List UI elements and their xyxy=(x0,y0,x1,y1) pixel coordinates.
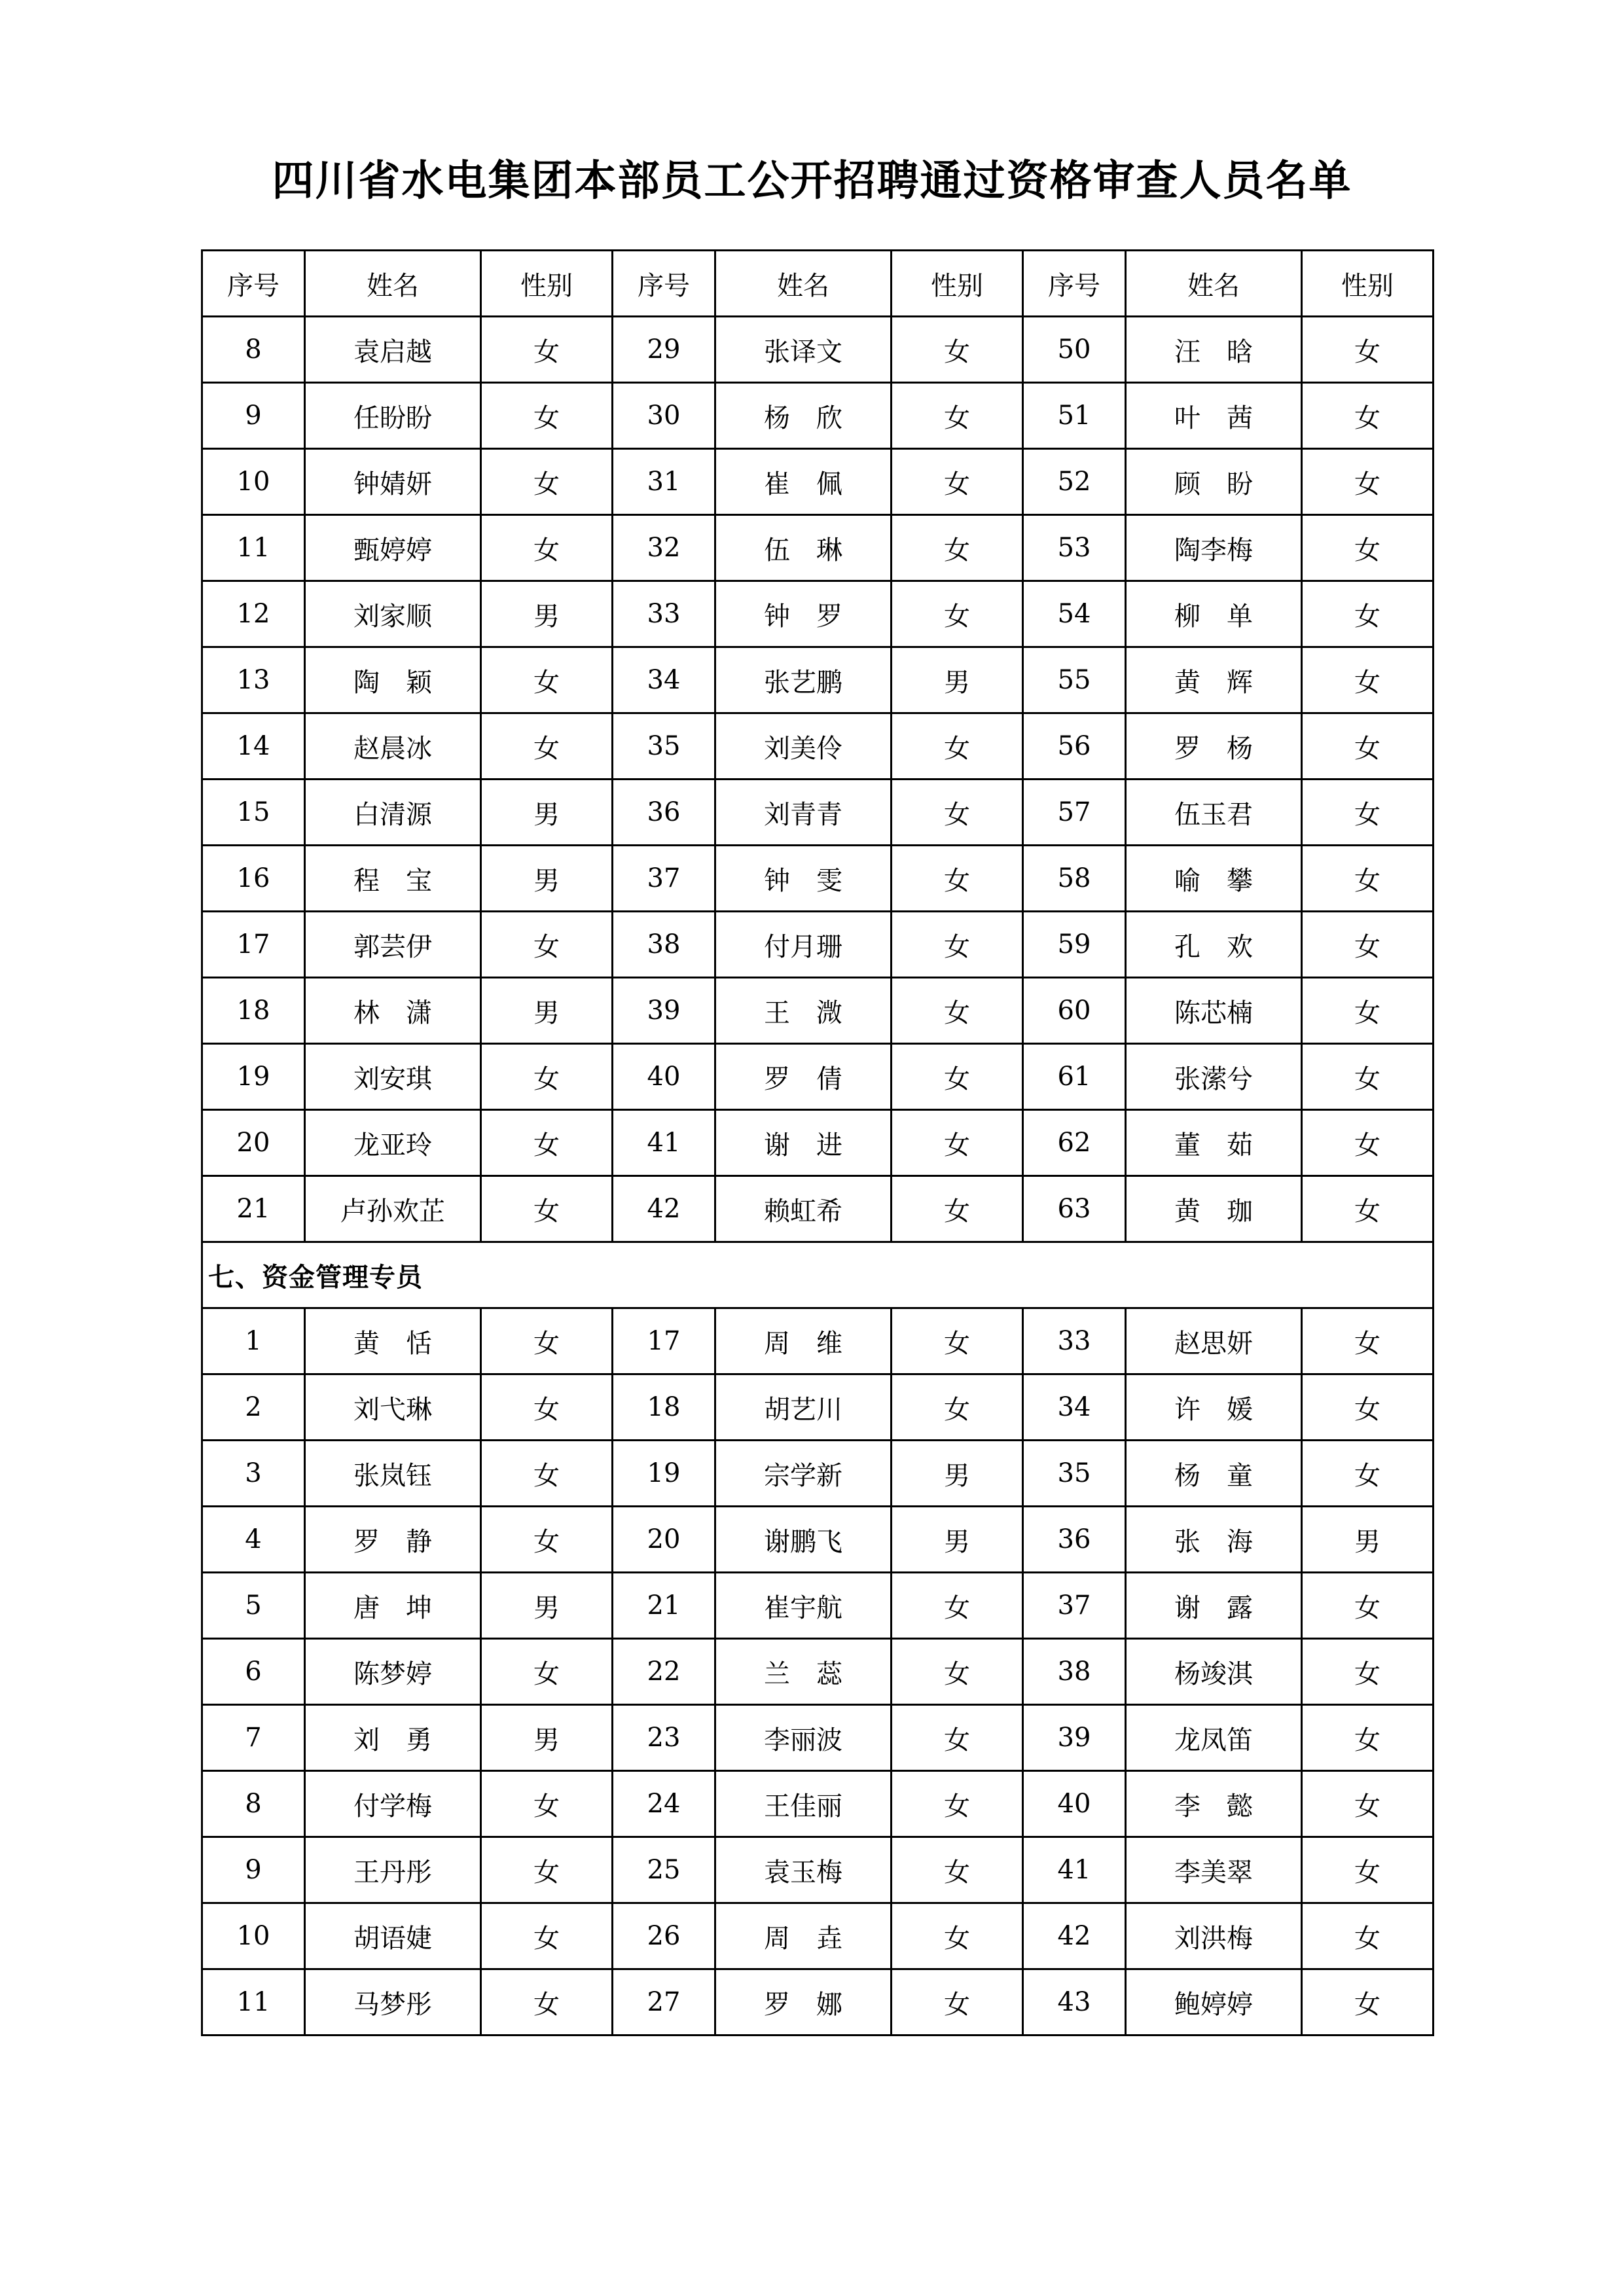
cell-name: 谢鹏飞 xyxy=(715,1507,892,1573)
cell-name: 袁启越 xyxy=(305,317,481,383)
cell-name: 陈梦婷 xyxy=(305,1639,481,1705)
cell-gender: 男 xyxy=(481,581,613,647)
cell-seq: 41 xyxy=(1023,1837,1126,1903)
table-row xyxy=(202,647,1434,713)
cell-seq: 39 xyxy=(1023,1705,1126,1771)
cell-gender: 女 xyxy=(1302,1374,1434,1441)
cell-name: 林 潇 xyxy=(305,978,481,1044)
cell-seq: 18 xyxy=(613,1374,715,1441)
cell-name: 黄 珈 xyxy=(1126,1176,1302,1242)
cell-seq: 53 xyxy=(1023,515,1126,581)
table-row xyxy=(202,846,1434,912)
cell-name: 董 茹 xyxy=(1126,1110,1302,1176)
cell-seq: 21 xyxy=(613,1573,715,1639)
cell-name: 任盼盼 xyxy=(305,383,481,449)
cell-gender: 女 xyxy=(1302,581,1434,647)
cell-gender: 女 xyxy=(1302,1573,1434,1639)
cell-name: 杨 欣 xyxy=(715,383,892,449)
cell-seq: 10 xyxy=(202,449,305,515)
cell-gender: 女 xyxy=(481,1044,613,1110)
cell-gender: 男 xyxy=(481,780,613,846)
cell-gender: 女 xyxy=(1302,1308,1434,1374)
table-row xyxy=(202,912,1434,978)
cell-name: 刘洪梅 xyxy=(1126,1903,1302,1969)
cell-gender: 女 xyxy=(481,515,613,581)
cell-name: 周 垚 xyxy=(715,1903,892,1969)
cell-seq: 37 xyxy=(1023,1573,1126,1639)
cell-name: 汪 晗 xyxy=(1126,317,1302,383)
cell-seq: 35 xyxy=(613,713,715,780)
cell-gender: 女 xyxy=(892,1573,1023,1639)
cell-gender: 女 xyxy=(1302,1176,1434,1242)
cell-seq: 9 xyxy=(202,383,305,449)
cell-seq: 43 xyxy=(1023,1969,1126,2036)
cell-gender: 女 xyxy=(892,1903,1023,1969)
cell-name: 孔 欢 xyxy=(1126,912,1302,978)
table-row xyxy=(202,1837,1434,1903)
cell-gender: 女 xyxy=(892,713,1023,780)
cell-gender: 男 xyxy=(892,1507,1023,1573)
cell-seq: 22 xyxy=(613,1639,715,1705)
cell-name: 谢 进 xyxy=(715,1110,892,1176)
cell-seq: 6 xyxy=(202,1639,305,1705)
cell-name: 罗 静 xyxy=(305,1507,481,1573)
cell-gender: 女 xyxy=(481,1639,613,1705)
cell-gender: 女 xyxy=(481,1308,613,1374)
cell-seq: 13 xyxy=(202,647,305,713)
cell-seq: 52 xyxy=(1023,449,1126,515)
table-row xyxy=(202,1507,1434,1573)
cell-gender: 女 xyxy=(1302,1837,1434,1903)
cell-name: 顾 盼 xyxy=(1126,449,1302,515)
cell-gender: 女 xyxy=(1302,515,1434,581)
cell-gender: 女 xyxy=(892,317,1023,383)
cell-seq: 2 xyxy=(202,1374,305,1441)
cell-name: 郭芸伊 xyxy=(305,912,481,978)
cell-gender: 女 xyxy=(892,912,1023,978)
cell-name: 付月珊 xyxy=(715,912,892,978)
cell-name: 张 海 xyxy=(1126,1507,1302,1573)
cell-seq: 26 xyxy=(613,1903,715,1969)
cell-name: 胡语婕 xyxy=(305,1903,481,1969)
cell-name: 钟 雯 xyxy=(715,846,892,912)
cell-gender: 女 xyxy=(892,1176,1023,1242)
cell-name: 柳 单 xyxy=(1126,581,1302,647)
cell-name: 李丽波 xyxy=(715,1705,892,1771)
cell-seq: 11 xyxy=(202,515,305,581)
cell-name: 王丹彤 xyxy=(305,1837,481,1903)
cell-name: 鲍婷婷 xyxy=(1126,1969,1302,2036)
cell-gender: 女 xyxy=(1302,1441,1434,1507)
cell-seq: 17 xyxy=(202,912,305,978)
cell-seq: 34 xyxy=(1023,1374,1126,1441)
cell-name: 白清源 xyxy=(305,780,481,846)
cell-gender: 女 xyxy=(892,1374,1023,1441)
cell-name: 钟 罗 xyxy=(715,581,892,647)
cell-seq: 56 xyxy=(1023,713,1126,780)
cell-seq: 20 xyxy=(613,1507,715,1573)
table-row xyxy=(202,581,1434,647)
cell-seq: 41 xyxy=(613,1110,715,1176)
page-title: 四川省水电集团本部员工公开招聘通过资格审查人员名单 xyxy=(272,156,1352,206)
cell-seq: 32 xyxy=(613,515,715,581)
cell-name: 李美翠 xyxy=(1126,1837,1302,1903)
cell-seq: 42 xyxy=(1023,1903,1126,1969)
table-row xyxy=(202,1639,1434,1705)
cell-seq: 54 xyxy=(1023,581,1126,647)
cell-name: 兰 蕊 xyxy=(715,1639,892,1705)
cell-name: 伍玉君 xyxy=(1126,780,1302,846)
cell-name: 马梦彤 xyxy=(305,1969,481,2036)
cell-gender: 女 xyxy=(481,1771,613,1837)
cell-seq: 38 xyxy=(613,912,715,978)
cell-gender: 女 xyxy=(1302,1044,1434,1110)
cell-name: 周 维 xyxy=(715,1308,892,1374)
cell-name: 赵晨冰 xyxy=(305,713,481,780)
cell-seq: 20 xyxy=(202,1110,305,1176)
cell-name: 张艺鹏 xyxy=(715,647,892,713)
cell-gender: 男 xyxy=(481,1573,613,1639)
cell-seq: 42 xyxy=(613,1176,715,1242)
cell-name: 袁玉梅 xyxy=(715,1837,892,1903)
cell-name: 罗 娜 xyxy=(715,1969,892,2036)
cell-gender: 女 xyxy=(1302,317,1434,383)
cell-name: 刘弋琳 xyxy=(305,1374,481,1441)
cell-name: 陶 颖 xyxy=(305,647,481,713)
cell-gender: 女 xyxy=(1302,449,1434,515)
cell-name: 刘美伶 xyxy=(715,713,892,780)
table-row xyxy=(202,978,1434,1044)
cell-gender: 女 xyxy=(1302,780,1434,846)
cell-name: 刘 勇 xyxy=(305,1705,481,1771)
table-row xyxy=(202,1771,1434,1837)
cell-gender: 男 xyxy=(892,1441,1023,1507)
table-row xyxy=(202,449,1434,515)
cell-seq: 25 xyxy=(613,1837,715,1903)
roster-table xyxy=(201,249,1434,2036)
cell-name: 喻 攀 xyxy=(1126,846,1302,912)
section-title: 七、资金管理专员 xyxy=(202,1242,1434,1308)
cell-seq: 1 xyxy=(202,1308,305,1374)
cell-seq: 3 xyxy=(202,1441,305,1507)
cell-gender: 女 xyxy=(481,1507,613,1573)
cell-gender: 女 xyxy=(1302,1771,1434,1837)
table-row xyxy=(202,1110,1434,1176)
cell-name: 张潆兮 xyxy=(1126,1044,1302,1110)
cell-name: 张译文 xyxy=(715,317,892,383)
cell-gender: 女 xyxy=(1302,846,1434,912)
cell-gender: 女 xyxy=(892,1308,1023,1374)
cell-seq: 61 xyxy=(1023,1044,1126,1110)
cell-seq: 15 xyxy=(202,780,305,846)
cell-gender: 女 xyxy=(892,383,1023,449)
table-row xyxy=(202,1374,1434,1441)
header-cell: 性别 xyxy=(481,251,613,317)
cell-seq: 18 xyxy=(202,978,305,1044)
cell-seq: 40 xyxy=(1023,1771,1126,1837)
cell-gender: 女 xyxy=(481,1837,613,1903)
cell-gender: 女 xyxy=(892,1044,1023,1110)
cell-gender: 男 xyxy=(892,647,1023,713)
cell-seq: 31 xyxy=(613,449,715,515)
cell-gender: 女 xyxy=(892,515,1023,581)
cell-gender: 女 xyxy=(481,1969,613,2036)
table-row xyxy=(202,1573,1434,1639)
cell-seq: 10 xyxy=(202,1903,305,1969)
table-row xyxy=(202,1441,1434,1507)
cell-gender: 男 xyxy=(481,1705,613,1771)
cell-seq: 23 xyxy=(613,1705,715,1771)
cell-gender: 女 xyxy=(892,1639,1023,1705)
cell-gender: 男 xyxy=(481,846,613,912)
cell-gender: 女 xyxy=(481,317,613,383)
cell-name: 谢 露 xyxy=(1126,1573,1302,1639)
cell-name: 刘安琪 xyxy=(305,1044,481,1110)
cell-name: 龙凤笛 xyxy=(1126,1705,1302,1771)
cell-name: 卢孙欢芷 xyxy=(305,1176,481,1242)
header-row xyxy=(202,251,1434,317)
cell-seq: 51 xyxy=(1023,383,1126,449)
cell-seq: 27 xyxy=(613,1969,715,2036)
cell-gender: 女 xyxy=(892,846,1023,912)
cell-name: 刘家顺 xyxy=(305,581,481,647)
header-cell: 姓名 xyxy=(715,251,892,317)
cell-seq: 16 xyxy=(202,846,305,912)
header-cell: 姓名 xyxy=(305,251,481,317)
table-row xyxy=(202,1969,1434,2036)
cell-seq: 34 xyxy=(613,647,715,713)
cell-gender: 女 xyxy=(1302,1903,1434,1969)
cell-seq: 58 xyxy=(1023,846,1126,912)
header-cell: 序号 xyxy=(202,251,305,317)
cell-name: 赖虹希 xyxy=(715,1176,892,1242)
cell-name: 黄 恬 xyxy=(305,1308,481,1374)
cell-name: 许 媛 xyxy=(1126,1374,1302,1441)
cell-gender: 女 xyxy=(892,449,1023,515)
cell-seq: 39 xyxy=(613,978,715,1044)
cell-seq: 19 xyxy=(202,1044,305,1110)
cell-name: 罗 倩 xyxy=(715,1044,892,1110)
roster-body xyxy=(202,251,1434,2036)
cell-gender: 女 xyxy=(892,1705,1023,1771)
cell-seq: 17 xyxy=(613,1308,715,1374)
cell-gender: 女 xyxy=(892,1837,1023,1903)
table-row xyxy=(202,515,1434,581)
cell-seq: 7 xyxy=(202,1705,305,1771)
header-cell: 姓名 xyxy=(1126,251,1302,317)
cell-seq: 55 xyxy=(1023,647,1126,713)
cell-name: 崔 佩 xyxy=(715,449,892,515)
cell-seq: 8 xyxy=(202,317,305,383)
cell-name: 崔宇航 xyxy=(715,1573,892,1639)
cell-gender: 女 xyxy=(481,1441,613,1507)
cell-seq: 50 xyxy=(1023,317,1126,383)
table-row xyxy=(202,1308,1434,1374)
cell-gender: 女 xyxy=(1302,1969,1434,2036)
cell-name: 宗学新 xyxy=(715,1441,892,1507)
cell-gender: 女 xyxy=(481,1903,613,1969)
cell-name: 黄 辉 xyxy=(1126,647,1302,713)
cell-seq: 59 xyxy=(1023,912,1126,978)
table-row xyxy=(202,1176,1434,1242)
cell-gender: 男 xyxy=(1302,1507,1434,1573)
cell-name: 胡艺川 xyxy=(715,1374,892,1441)
table-row xyxy=(202,1705,1434,1771)
cell-name: 杨 童 xyxy=(1126,1441,1302,1507)
cell-seq: 24 xyxy=(613,1771,715,1837)
header-cell: 性别 xyxy=(1302,251,1434,317)
cell-name: 陶李梅 xyxy=(1126,515,1302,581)
cell-seq: 9 xyxy=(202,1837,305,1903)
cell-name: 王佳丽 xyxy=(715,1771,892,1837)
cell-gender: 女 xyxy=(892,780,1023,846)
cell-seq: 21 xyxy=(202,1176,305,1242)
cell-seq: 8 xyxy=(202,1771,305,1837)
cell-gender: 女 xyxy=(892,1771,1023,1837)
cell-name: 叶 茜 xyxy=(1126,383,1302,449)
cell-gender: 女 xyxy=(1302,978,1434,1044)
cell-gender: 女 xyxy=(481,647,613,713)
cell-gender: 女 xyxy=(481,449,613,515)
table-row xyxy=(202,317,1434,383)
cell-seq: 37 xyxy=(613,846,715,912)
cell-gender: 女 xyxy=(892,1969,1023,2036)
cell-seq: 30 xyxy=(613,383,715,449)
cell-seq: 63 xyxy=(1023,1176,1126,1242)
cell-seq: 35 xyxy=(1023,1441,1126,1507)
cell-name: 罗 杨 xyxy=(1126,713,1302,780)
cell-gender: 男 xyxy=(481,978,613,1044)
cell-gender: 女 xyxy=(481,1374,613,1441)
cell-seq: 33 xyxy=(1023,1308,1126,1374)
cell-seq: 60 xyxy=(1023,978,1126,1044)
cell-gender: 女 xyxy=(892,1110,1023,1176)
cell-seq: 33 xyxy=(613,581,715,647)
cell-gender: 女 xyxy=(1302,713,1434,780)
cell-name: 赵思妍 xyxy=(1126,1308,1302,1374)
header-cell: 序号 xyxy=(1023,251,1126,317)
cell-name: 程 宝 xyxy=(305,846,481,912)
cell-seq: 57 xyxy=(1023,780,1126,846)
table-row xyxy=(202,713,1434,780)
cell-seq: 36 xyxy=(613,780,715,846)
cell-name: 刘青青 xyxy=(715,780,892,846)
cell-gender: 女 xyxy=(481,1176,613,1242)
cell-seq: 11 xyxy=(202,1969,305,2036)
table-row xyxy=(202,1903,1434,1969)
cell-gender: 女 xyxy=(1302,1110,1434,1176)
cell-name: 张岚钰 xyxy=(305,1441,481,1507)
cell-seq: 5 xyxy=(202,1573,305,1639)
table-row xyxy=(202,1044,1434,1110)
cell-gender: 女 xyxy=(481,713,613,780)
cell-seq: 14 xyxy=(202,713,305,780)
cell-name: 伍 琳 xyxy=(715,515,892,581)
cell-gender: 女 xyxy=(892,978,1023,1044)
cell-seq: 4 xyxy=(202,1507,305,1573)
cell-name: 钟婧妍 xyxy=(305,449,481,515)
cell-gender: 女 xyxy=(481,912,613,978)
cell-name: 唐 坤 xyxy=(305,1573,481,1639)
cell-gender: 女 xyxy=(1302,383,1434,449)
cell-seq: 29 xyxy=(613,317,715,383)
cell-gender: 女 xyxy=(481,383,613,449)
cell-gender: 女 xyxy=(892,581,1023,647)
cell-name: 甄婷婷 xyxy=(305,515,481,581)
header-cell: 性别 xyxy=(892,251,1023,317)
header-cell: 序号 xyxy=(613,251,715,317)
cell-name: 王 溦 xyxy=(715,978,892,1044)
cell-seq: 40 xyxy=(613,1044,715,1110)
cell-seq: 19 xyxy=(613,1441,715,1507)
cell-name: 李 懿 xyxy=(1126,1771,1302,1837)
table-row xyxy=(202,383,1434,449)
cell-gender: 女 xyxy=(481,1110,613,1176)
cell-gender: 女 xyxy=(1302,1639,1434,1705)
cell-name: 付学梅 xyxy=(305,1771,481,1837)
cell-gender: 女 xyxy=(1302,1705,1434,1771)
cell-seq: 38 xyxy=(1023,1639,1126,1705)
cell-seq: 12 xyxy=(202,581,305,647)
table-row xyxy=(202,780,1434,846)
cell-seq: 36 xyxy=(1023,1507,1126,1573)
cell-gender: 女 xyxy=(1302,647,1434,713)
cell-name: 龙亚玲 xyxy=(305,1110,481,1176)
cell-name: 杨竣淇 xyxy=(1126,1639,1302,1705)
cell-name: 陈芯楠 xyxy=(1126,978,1302,1044)
section-row xyxy=(202,1242,1434,1308)
cell-seq: 62 xyxy=(1023,1110,1126,1176)
cell-gender: 女 xyxy=(1302,912,1434,978)
